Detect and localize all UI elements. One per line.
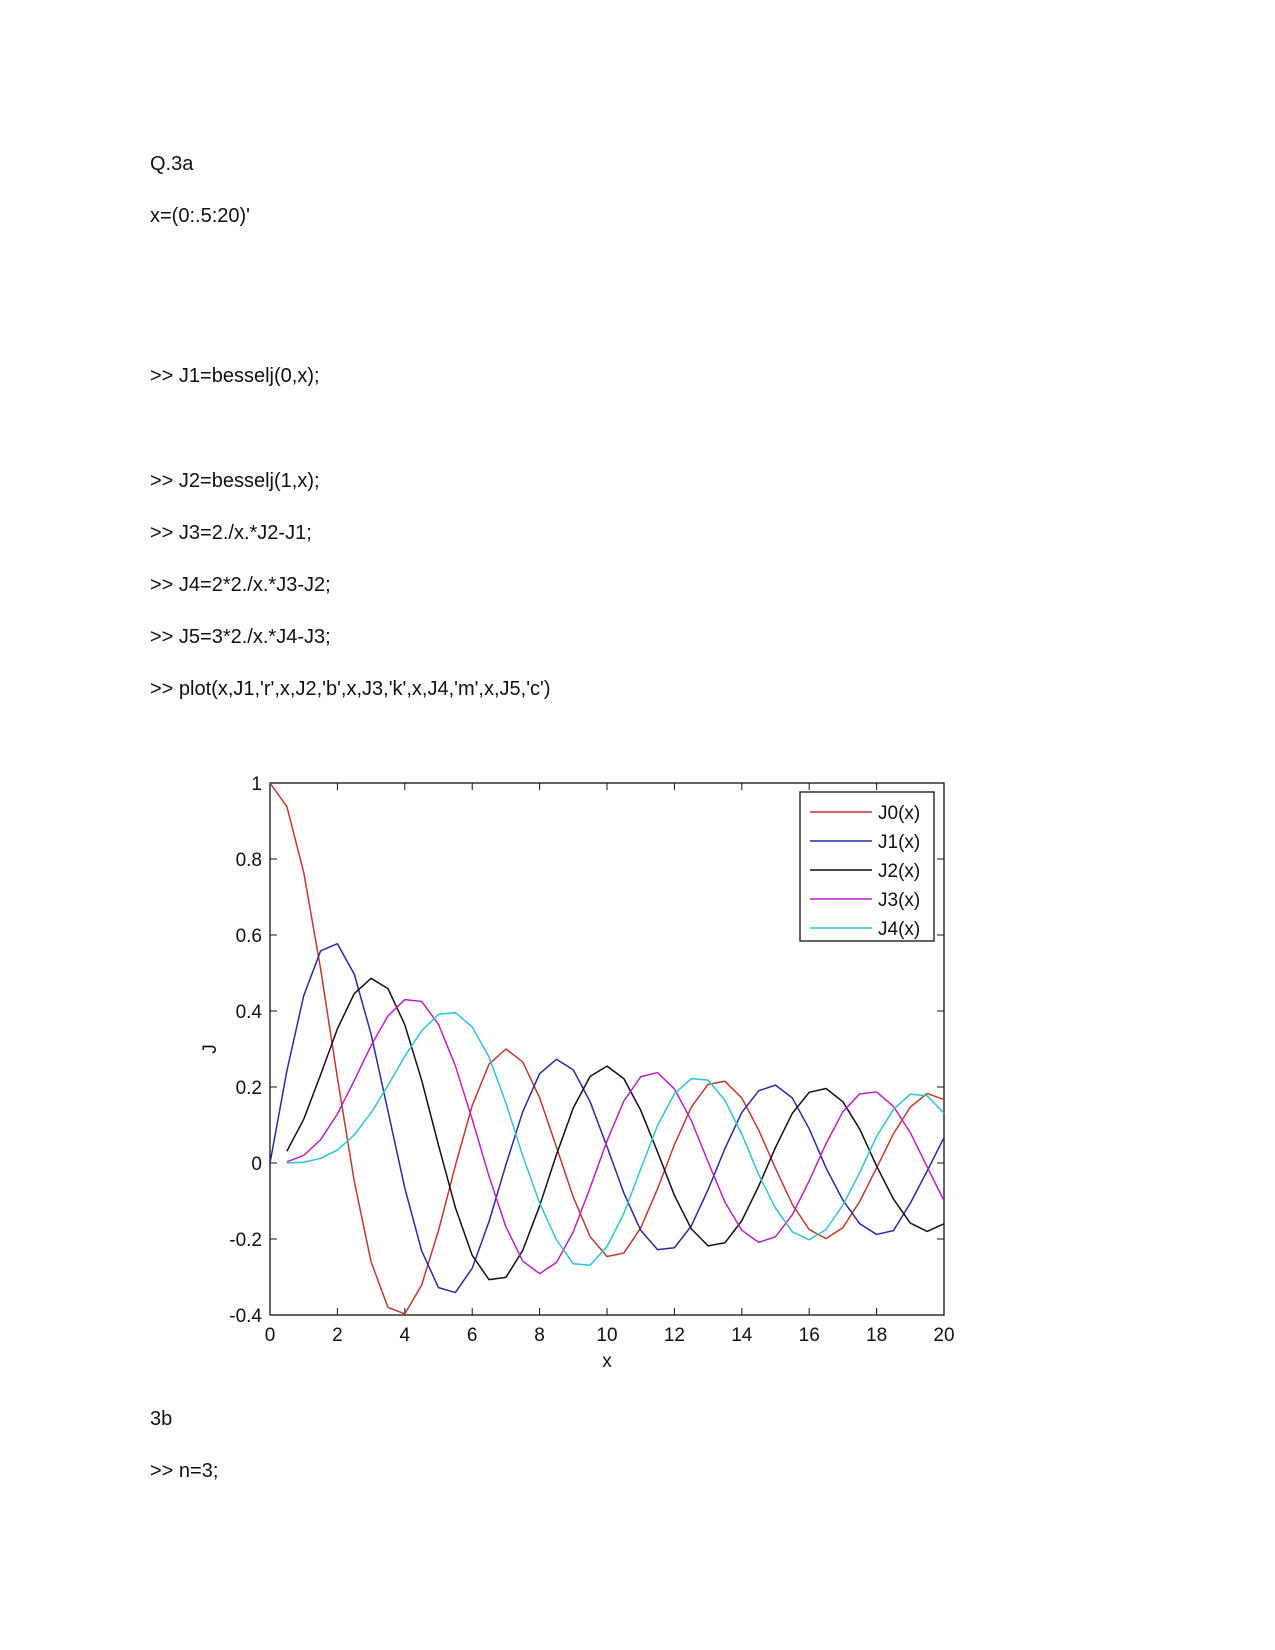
y-axis-label: J bbox=[200, 1044, 221, 1054]
x-tick-label: 4 bbox=[399, 1325, 411, 1346]
x-tick-label: 16 bbox=[798, 1325, 820, 1346]
question-label-3b: 3b bbox=[150, 1408, 173, 1430]
legend-entry: J2(x) bbox=[878, 861, 921, 882]
plot-area bbox=[200, 774, 955, 1372]
y-tick-label: 0.4 bbox=[235, 1002, 262, 1023]
x-tick-label: 14 bbox=[731, 1325, 753, 1346]
x-tick-label: 0 bbox=[264, 1325, 276, 1346]
y-tick-label: 1 bbox=[251, 774, 262, 795]
question-label-3a: Q.3a bbox=[150, 153, 194, 175]
command-line-j1: >> J1=besselj(0,x); bbox=[150, 365, 320, 387]
x-tick-label: 12 bbox=[663, 1325, 685, 1346]
y-tick-label: 0.8 bbox=[235, 850, 262, 871]
command-line-j3: >> J3=2./x.*J2-J1; bbox=[150, 522, 312, 544]
x-definition-line: x=(0:.5:20)' bbox=[150, 205, 250, 227]
x-tick-label: 2 bbox=[332, 1325, 343, 1346]
x-tick-label: 8 bbox=[534, 1325, 545, 1346]
series-line-3 bbox=[287, 1000, 944, 1274]
series-line-1 bbox=[270, 944, 944, 1293]
command-line-j4: >> J4=2*2./x.*J3-J2; bbox=[150, 574, 331, 596]
legend-entry: J4(x) bbox=[878, 919, 921, 940]
x-tick-label: 10 bbox=[596, 1325, 618, 1346]
legend-entry: J3(x) bbox=[878, 890, 921, 911]
command-line-plot: >> plot(x,J1,'r',x,J2,'b',x,J3,'k',x,J4,'m',x,J5,'c') bbox=[150, 678, 551, 700]
command-line-j2: >> J2=besselj(1,x); bbox=[150, 470, 320, 492]
y-tick-label: 0.6 bbox=[235, 926, 262, 947]
command-line-n: >> n=3; bbox=[150, 1460, 219, 1482]
y-tick-label: -0.2 bbox=[229, 1230, 262, 1251]
legend-entry: J0(x) bbox=[878, 803, 921, 824]
y-tick-label: -0.4 bbox=[229, 1306, 262, 1327]
x-tick-label: 20 bbox=[933, 1325, 955, 1346]
legend-entry: J1(x) bbox=[878, 832, 921, 853]
series-line-2 bbox=[287, 978, 944, 1279]
x-tick-label: 6 bbox=[466, 1325, 478, 1346]
command-line-j5: >> J5=3*2./x.*J4-J3; bbox=[150, 626, 331, 648]
x-axis-label: x bbox=[602, 1351, 612, 1372]
y-tick-label: 0.2 bbox=[235, 1078, 262, 1099]
series-line-4 bbox=[287, 1013, 944, 1266]
y-tick-label: 0 bbox=[251, 1154, 262, 1175]
x-tick-label: 18 bbox=[866, 1325, 888, 1346]
